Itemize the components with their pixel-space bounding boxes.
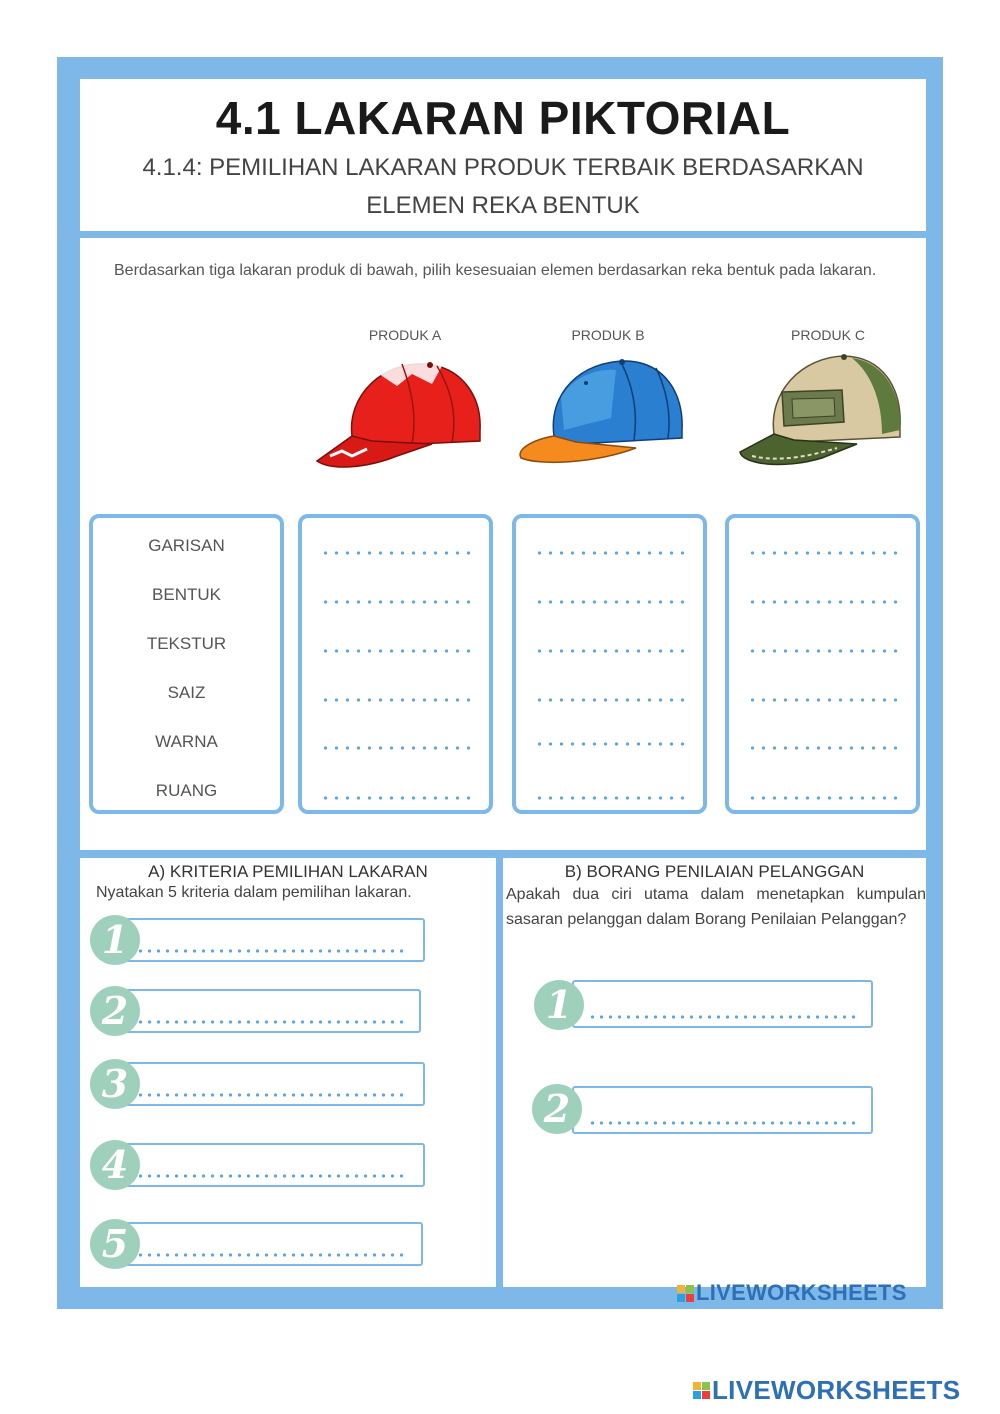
instruction-text: Berdasarkan tiga lakaran produk di bawah, pilih kesesuaian elemen berdasarkan reka bentuk pada lakaran. <box>114 262 877 279</box>
header <box>80 79 926 231</box>
answer-field[interactable] <box>534 796 685 800</box>
product-a-answer-panel <box>298 514 493 814</box>
product-a-label: PRODUK A <box>368 327 442 343</box>
criteria-answer-4[interactable] <box>120 1143 425 1187</box>
section-a-title: A) KRITERIA PEMILIHAN LAKARAN <box>148 862 428 881</box>
answer-field[interactable] <box>534 742 685 746</box>
element-label-tekstur: TEKSTUR <box>146 634 227 653</box>
answer-field[interactable] <box>534 600 685 604</box>
number-badge-5: 5 <box>90 1219 140 1269</box>
criteria-answer-3[interactable] <box>120 1062 425 1106</box>
answer-field[interactable] <box>747 551 898 555</box>
section-b-title: B) BORANG PENILAIAN PELANGGAN <box>564 862 865 881</box>
section-a-text: Nyatakan 5 kriteria dalam pemilihan lakaran. <box>96 884 412 901</box>
red-cap-image <box>312 356 484 474</box>
answer-field[interactable] <box>747 698 898 702</box>
answer-field[interactable] <box>747 746 898 750</box>
blue-orange-cap-image <box>516 358 688 470</box>
element-label-bentuk: BENTUK <box>152 585 221 604</box>
brand-name: LIVEWORKSHEETS <box>696 1280 907 1305</box>
number-badge-4: 4 <box>90 1140 140 1190</box>
page-title: 4.1 LAKARAN PIKTORIAL <box>215 92 791 144</box>
answer-field[interactable] <box>747 796 898 800</box>
answer-field[interactable] <box>320 796 471 800</box>
answer-field[interactable] <box>320 698 471 702</box>
product-c-answer-panel <box>725 514 920 814</box>
element-label-ruang: RUANG <box>155 781 218 800</box>
customer-answer-1[interactable] <box>572 980 873 1028</box>
number-badge-2: 2 <box>90 986 140 1036</box>
element-label-saiz: SAIZ <box>167 683 206 702</box>
section-b <box>503 858 926 1287</box>
answer-field[interactable] <box>320 551 471 555</box>
number-badge-3: 3 <box>90 1059 140 1109</box>
number-badge-b2: 2 <box>532 1084 582 1134</box>
element-matching-section <box>80 238 926 850</box>
green-khaki-cap-image <box>732 352 904 474</box>
product-b-answer-panel <box>512 514 707 814</box>
answer-field[interactable] <box>320 649 471 653</box>
answer-field[interactable] <box>320 600 471 604</box>
customer-answer-2[interactable] <box>572 1086 873 1134</box>
criteria-answer-2[interactable] <box>120 989 421 1033</box>
page-subtitle: 4.1.4: PEMILIHAN LAKARAN PRODUK TERBAIK BERDASARKAN ELEMEN REKA BENTUK <box>142 154 864 219</box>
brand-logo-inner <box>677 1280 907 1306</box>
answer-field[interactable] <box>747 600 898 604</box>
brand-mark-icon <box>677 1285 694 1302</box>
section-b-text: Apakah dua ciri utama dalam menetapkan kumpulan sasaran pelanggan dalam Borang Penilaian Pelanggan? <box>506 886 926 928</box>
product-b-label: PRODUK B <box>571 327 645 343</box>
answer-field[interactable] <box>534 551 685 555</box>
answer-field[interactable] <box>534 649 685 653</box>
brand-mark-icon <box>693 1382 710 1399</box>
answer-field[interactable] <box>534 698 685 702</box>
number-badge-b1: 1 <box>534 980 584 1030</box>
criteria-answer-5[interactable] <box>120 1222 423 1266</box>
brand-logo-footer <box>693 1375 960 1406</box>
criteria-answer-1[interactable] <box>120 918 425 962</box>
section-a <box>80 858 496 1287</box>
number-badge-1: 1 <box>90 915 140 965</box>
element-label-warna: WARNA <box>155 732 218 751</box>
answer-field[interactable] <box>747 649 898 653</box>
brand-name: LIVEWORKSHEETS <box>712 1375 961 1405</box>
product-c-label: PRODUK C <box>791 327 865 343</box>
element-labels-panel <box>89 514 284 814</box>
answer-field[interactable] <box>320 746 471 750</box>
element-label-garisan: GARISAN <box>148 536 225 555</box>
